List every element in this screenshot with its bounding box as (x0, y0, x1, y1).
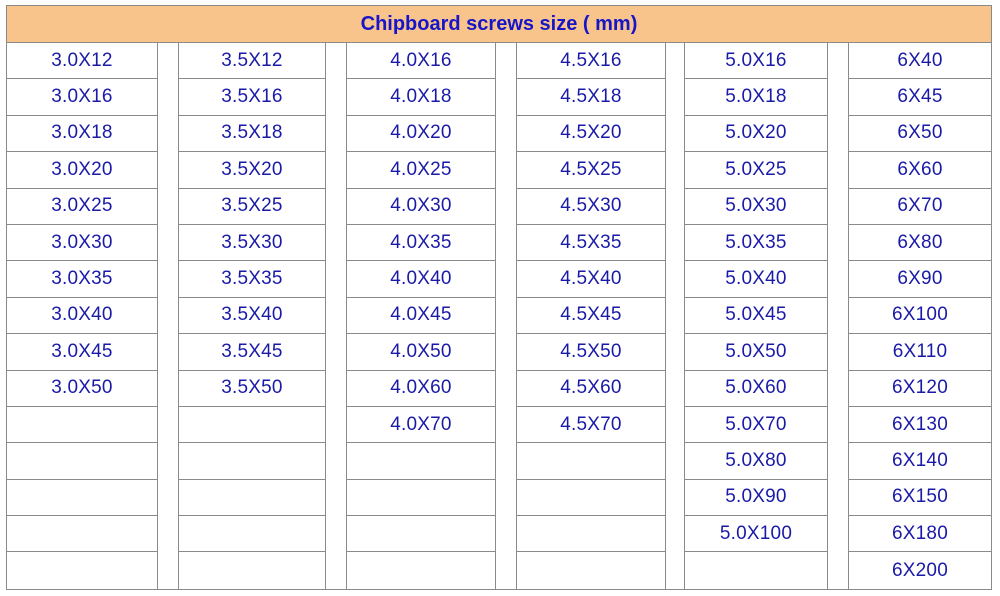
column-separator (827, 43, 849, 589)
table-cell: 6X45 (849, 79, 991, 115)
table-cell (7, 407, 157, 443)
table-cell (347, 480, 495, 516)
table-cell: 4.5X25 (517, 152, 665, 188)
table-cell: 4.5X20 (517, 116, 665, 152)
table-cell: 3.5X40 (179, 298, 325, 334)
column-separator (325, 43, 347, 589)
table-cell (179, 516, 325, 552)
table-cell: 4.0X45 (347, 298, 495, 334)
table-cell: 6X60 (849, 152, 991, 188)
table-cell: 4.5X70 (517, 407, 665, 443)
table-cell: 4.0X35 (347, 225, 495, 261)
table-cell (7, 480, 157, 516)
table-cell: 3.5X30 (179, 225, 325, 261)
table-cell (347, 443, 495, 479)
table-cell: 5.0X80 (685, 443, 827, 479)
table-cell (179, 407, 325, 443)
column-separator (665, 43, 685, 589)
table-cell: 5.0X18 (685, 79, 827, 115)
table-cell (7, 552, 157, 588)
table-cell: 3.0X45 (7, 334, 157, 370)
table-cell: 4.5X60 (517, 371, 665, 407)
table-cell: 5.0X20 (685, 116, 827, 152)
table-cell: 4.0X50 (347, 334, 495, 370)
table-cell: 6X140 (849, 443, 991, 479)
table-cell: 5.0X50 (685, 334, 827, 370)
table-cell (7, 443, 157, 479)
table-cell: 6X100 (849, 298, 991, 334)
table-cell: 3.5X50 (179, 371, 325, 407)
size-column-3-5 (179, 43, 325, 589)
screw-size-table (6, 5, 992, 590)
table-cell: 4.5X50 (517, 334, 665, 370)
table-cell: 4.5X18 (517, 79, 665, 115)
table-cell: 3.5X35 (179, 261, 325, 297)
size-column-3-0 (7, 43, 157, 589)
table-cell: 6X90 (849, 261, 991, 297)
table-cell: 5.0X35 (685, 225, 827, 261)
table-cell: 5.0X25 (685, 152, 827, 188)
table-cell: 3.5X20 (179, 152, 325, 188)
table-title: Chipboard screws size ( mm) (7, 6, 991, 43)
table-cell: 4.0X18 (347, 79, 495, 115)
table-cell: 6X150 (849, 480, 991, 516)
table-cell: 3.5X45 (179, 334, 325, 370)
column-separator (157, 43, 179, 589)
table-cell: 3.0X12 (7, 43, 157, 79)
column-separator (495, 43, 517, 589)
table-cell: 4.0X30 (347, 189, 495, 225)
table-cell: 3.0X35 (7, 261, 157, 297)
table-cell (517, 443, 665, 479)
table-cell: 5.0X45 (685, 298, 827, 334)
table-cell: 6X180 (849, 516, 991, 552)
table-cell: 6X40 (849, 43, 991, 79)
table-cell: 3.0X30 (7, 225, 157, 261)
table-cell (517, 552, 665, 588)
table-cell: 3.0X16 (7, 79, 157, 115)
table-cell (179, 552, 325, 588)
table-cell (7, 516, 157, 552)
table-cell: 5.0X40 (685, 261, 827, 297)
table-cell: 3.5X18 (179, 116, 325, 152)
table-cell: 4.5X30 (517, 189, 665, 225)
table-cell: 4.0X25 (347, 152, 495, 188)
table-cell (179, 480, 325, 516)
table-cell (517, 516, 665, 552)
table-cell: 4.0X60 (347, 371, 495, 407)
table-cell: 3.0X40 (7, 298, 157, 334)
table-cell: 3.0X50 (7, 371, 157, 407)
table-cell: 5.0X30 (685, 189, 827, 225)
table-cell (685, 552, 827, 588)
size-column-5-0 (685, 43, 827, 589)
table-cell (347, 552, 495, 588)
table-cell: 5.0X16 (685, 43, 827, 79)
table-cell: 4.0X16 (347, 43, 495, 79)
table-cell: 6X110 (849, 334, 991, 370)
table-cell (347, 516, 495, 552)
table-cell: 4.5X45 (517, 298, 665, 334)
table-cell: 6X200 (892, 559, 948, 581)
table-cell: 6X130 (849, 407, 991, 443)
table-cell: 6X80 (849, 225, 991, 261)
table-cell: 5.0X100 (685, 516, 827, 552)
table-cell: 3.5X16 (179, 79, 325, 115)
size-column-4-0 (347, 43, 495, 589)
table-cell: 5.0X60 (685, 371, 827, 407)
table-cell (179, 443, 325, 479)
table-cell: 4.5X35 (517, 225, 665, 261)
table-cell: 6X70 (849, 189, 991, 225)
table-cell: 3.0X25 (7, 189, 157, 225)
table-cell: 3.5X12 (179, 43, 325, 79)
table-cell: 6X50 (849, 116, 991, 152)
table-cell: 4.0X70 (347, 407, 495, 443)
table-cell: 6X120 (849, 371, 991, 407)
size-column-4-5 (517, 43, 665, 589)
table-cell: 4.0X20 (347, 116, 495, 152)
table-cell: 4.0X40 (347, 261, 495, 297)
table-cell (517, 480, 665, 516)
table-cell: 5.0X90 (685, 480, 827, 516)
table-cell: 5.0X70 (685, 407, 827, 443)
table-cell: 4.5X16 (517, 43, 665, 79)
size-column-6 (849, 43, 991, 589)
table-cell: 3.5X25 (179, 189, 325, 225)
table-cell: 3.0X20 (7, 152, 157, 188)
table-cell: 3.0X18 (7, 116, 157, 152)
table-cell: 4.5X40 (517, 261, 665, 297)
